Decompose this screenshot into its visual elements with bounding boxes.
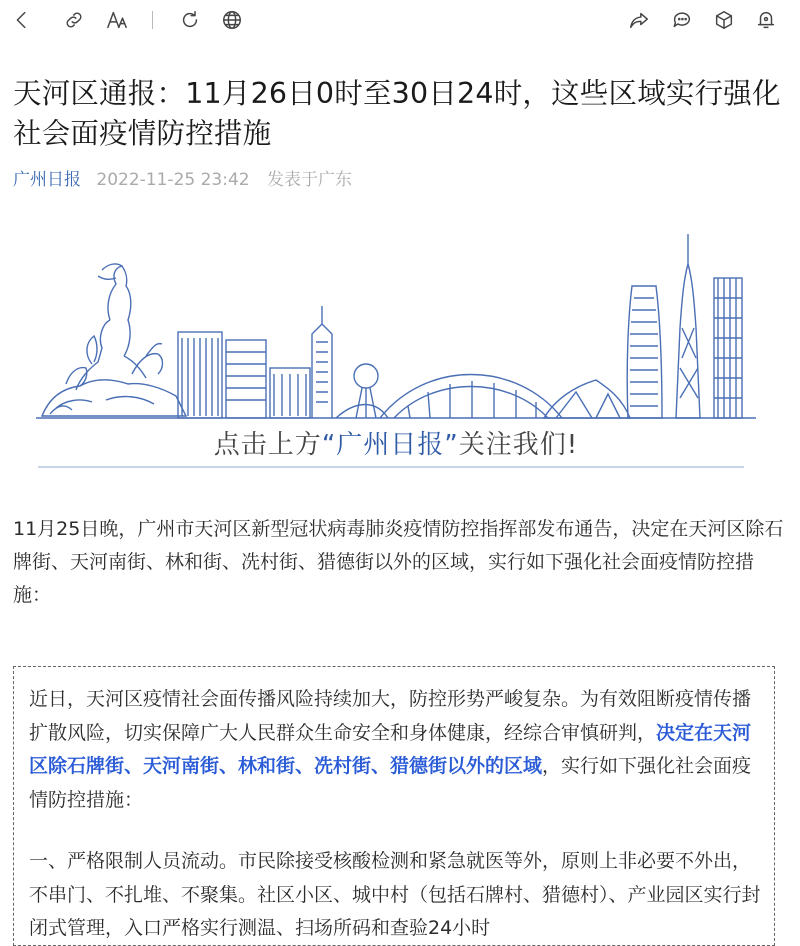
banner-caption [36,424,756,461]
article-title: 天河区通报：11月26日0时至30日24时，这些区域实行强化社会面疫情防控措施 [13,77,781,150]
buildings-left [178,306,332,418]
notice-box [13,666,775,946]
source-link[interactable]: 广州日报 [13,170,81,190]
notification-icon[interactable] [754,8,778,32]
share-icon[interactable] [627,8,651,32]
cube-icon[interactable] [712,8,736,32]
article-meta [13,167,352,193]
banner-underline [38,466,744,468]
goat-statue-drawing [42,264,186,416]
refresh-icon[interactable] [178,8,202,32]
intro-paragraph: 11月25日晚，广州市天河区新型冠状病毒肺炎疫情防控指挥部发布通告，决定在天河区除石牌街、天河南街、林和街、冼村街、猎德街以外的区域，实行如下强化社会面疫情防控措施： [13,518,784,606]
toolbar-separator [152,11,153,29]
caption-suffix: 关注我们! [458,430,579,460]
link-icon[interactable] [62,8,86,32]
comment-icon[interactable] [670,8,694,32]
browser-toolbar [0,0,800,40]
follow-banner[interactable] [36,228,756,480]
arch-bridge-drawing [336,364,562,418]
notice-text [29,683,763,946]
notice-paragraph-1 [29,683,763,817]
notice-p1-end: ，实行如下强化社会面疫情防控措施： [29,755,752,811]
back-icon[interactable] [10,8,34,32]
notice-p1-text: 近日，天河区疫情社会面传播风险持续加大，防控形势严峻复杂。为有效阻断疫情传播扩散风险，切实保障广大人民群众生命安全和身体健康，经综合审慎研判， [29,688,752,744]
notice-p1-highlight: 决定在天河区除石牌街、天河南街、林和街、冼村街、猎德街以外的区域 [29,721,752,777]
notice-paragraph-2: 一、严格限制人员流动。市民除接受核酸检测和紧急就医等外，原则上非必要不外出，不串门、不扎堆、不聚集。社区小区、城中村（包括石牌村、猎德村）、产业园区实行封闭式管理，入口严格实行测温、扫场所码和查验24小时 [29,850,761,939]
publish-location: 发表于广东 [267,170,353,190]
caption-prefix: 点击上方 [213,430,322,460]
font-size-icon[interactable] [105,8,129,32]
buildings-right [544,234,742,418]
publish-date: 2022-11-25 23:42 [96,170,250,190]
globe-icon[interactable] [220,8,244,32]
caption-highlight: “广州日报” [321,430,459,460]
